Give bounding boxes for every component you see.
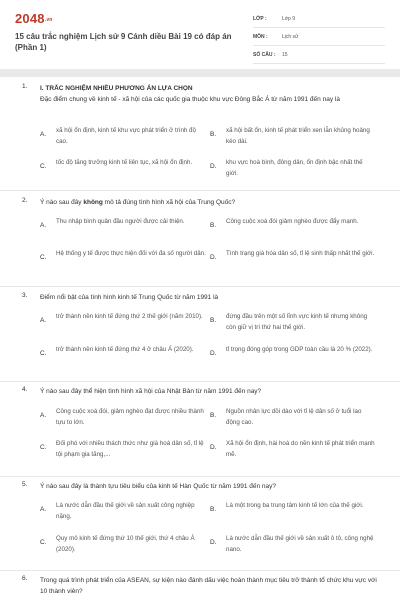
meta-value: Lịch sử [282,33,299,40]
header-divider [0,69,400,77]
question-text: Đặc điểm chung về kinh tế - xã hội của các quốc gia thuộc khu vực Đông Bắc Á từ năm 1991 đến nay là [40,96,340,103]
question-separator [0,570,400,571]
page-header [0,0,400,66]
site-logo[interactable]: 2048.vn [15,11,53,26]
question-separator [0,381,400,382]
question-text: Trong quá trình phát triển của ASEAN, sự kiện nào đánh dấu việc hoàn thành mục tiêu trở thành tổ chức khu vực với 10 thành viên? [40,577,377,595]
question-number: 5. [22,481,28,488]
question-text: Ý nào sau đây là thành tựu tiêu biểu của kinh tế Hàn Quốc từ năm 1991 đến nay? [40,483,276,490]
meta-row-class [253,10,385,28]
question-text: Ý nào sau đây thể hiện tình hình xã hội của Nhật Bản từ năm 1991 đến nay? [40,388,262,395]
meta-value: 15 [282,51,288,58]
meta-label: SỐ CÂU : [253,51,276,58]
question-5: 5. Ý nào sau đây là thành tựu tiêu biểu của kinh tế Hàn Quốc từ năm 1991 đến nay? A. Là nước dẫn đầu thế giới về sản xuất công nghiệp nặng. B. Là một trong ba trung tâm kinh tế lớn của thế giới. C. Quy mô kinh tế đứng thứ 10 thế giới, thứ 4 châu Á (2020). D. Là nước dẫn đầu thế giới về sản xuất ô tô, công nghệ nano. [0,481,400,569]
question-separator [0,190,400,191]
question-4: 4. Ý nào sau đây thể hiện tình hình xã hội của Nhật Bản từ năm 1991 đến nay? A. Công cuộc xoá đói, giảm nghèo đạt được nhiều thành tựu to lớn. B. Nguồn nhân lực dồi dào với tỉ lệ dân số ở tuổi lao động cao. C. Đối phó với nhiều thách thức như già hoá dân số, tỉ lệ tội phạm gia tăng,... D. Xã hội ổn định, hài hoà do nền kinh tế phát triển mạnh mẽ. [0,386,400,474]
question-number: 1. [22,83,28,90]
meta-value: Lớp 9 [282,15,296,22]
question-text: Điểm nổi bật của tình hình kinh tế Trung Quốc từ năm 1991 là [40,294,219,301]
question-number: 3. [22,292,28,299]
question-number: 2. [22,197,28,204]
meta-label: LỚP : [253,15,267,22]
section-heading: I. TRẮC NGHIỆM NHIỀU PHƯƠNG ÁN LỰA CHỌN [40,85,193,92]
question-number: 4. [22,386,28,393]
question-separator [0,476,400,477]
question-number: 6. [22,575,28,582]
question-6 [0,575,400,600]
meta-row-subject [253,28,385,46]
meta-panel [253,10,385,64]
question-2: 2. Ý nào sau đây không mô tả đúng tình hình xã hội của Trung Quốc? A. Thu nhập bình quân đầu người được cải thiện. B. Công cuộc xoá đói giảm nghèo được đẩy mạnh. C. Hệ thống y tế được thực hiện đối với đa số người dân. D. Tình trạng già hóa dân số, tỉ lệ sinh thấp nhất thế giới. [0,197,400,285]
question-3: 3. Điểm nổi bật của tình hình kinh tế Trung Quốc từ năm 1991 là A. trở thành nền kinh tế đứng thứ 2 thế giới (năm 2010). B. đứng đầu trên một số lĩnh vực kinh tế nhưng không còn giữ vị trí thứ hai thế giới. C. trở thành nền kinh tế đứng thứ 4 ở châu Á (2020). D. tỉ trọng đóng góp trong GDP toàn cầu là 20 % (2022). [0,292,400,380]
question-separator [0,286,400,287]
document-title: 15 câu trắc nghiệm Lịch sử 9 Cánh diều Bài 19 có đáp án (Phần 1) [15,32,232,52]
question-text: Ý nào sau đây không mô tả đúng tình hình xã hội của Trung Quốc? [40,199,236,206]
meta-label: MÔN : [253,33,268,40]
question-1: 1. I. TRẮC NGHIỆM NHIỀU PHƯƠNG ÁN LỰA CHỌN Đặc điểm chung về kinh tế - xã hội của các quốc gia thuộc khu vực Đông Bắc Á từ năm 1991 đến nay là A. xã hội ổn định, kinh tế khu vực phát triển ở trình độ cao. B. xã hội bất ổn, kinh tế phát triển xen lẫn khủng hoảng kéo dài. C. tốc độ tăng trưởng kinh tế liên tục, xã hội ổn định. D. khu vực hoà bình, đông dân, ổn định bậc nhất thế giới. [0,81,400,191]
meta-row-count [253,46,385,64]
